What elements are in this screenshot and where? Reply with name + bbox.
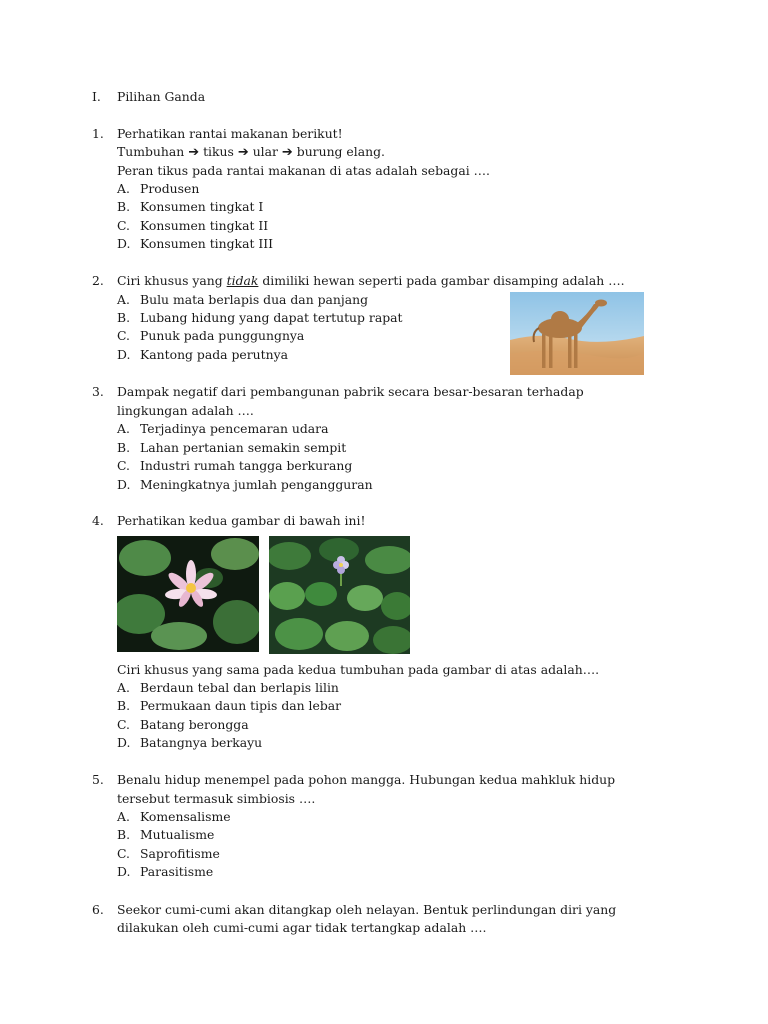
option-text: Parasitisme [140, 864, 214, 879]
q5-prompt: Benalu hidup menempel pada pohon mangga. Hubungan kedua mahkluk hidup [117, 772, 616, 787]
q3-prompt-cont: lingkungan adalah …. [117, 403, 254, 418]
water-lily-image [117, 536, 259, 652]
q5-prompt-cont: tersebut termasuk simbiosis …. [117, 791, 316, 806]
option-text: Lahan pertanian semakin sempit [140, 440, 347, 455]
q3-prompt: Dampak negatif dari pembangunan pabrik secara besar-besaran terhadap [117, 384, 584, 399]
q1-prompt: Perhatikan rantai makanan berikut! [117, 126, 343, 141]
option-text: Batang berongga [140, 717, 249, 732]
q6-prompt-cont: dilakukan oleh cumi-cumi agar tidak tertangkap adalah …. [117, 920, 487, 935]
option-letter: D. [117, 477, 131, 492]
option-letter: D. [117, 864, 131, 879]
q4-prompt: Perhatikan kedua gambar di bawah ini! [117, 513, 366, 528]
option-letter: C. [117, 458, 130, 473]
option-letter: B. [117, 199, 131, 214]
option-letter: C. [117, 218, 130, 233]
option-text: Konsumen tingkat I [140, 199, 264, 214]
option-letter: B. [117, 310, 131, 325]
q4-question: Ciri khusus yang sama pada kedua tumbuhan pada gambar di atas adalah…. [117, 662, 600, 677]
option-letter: B. [117, 698, 131, 713]
option-text: Meningkatnya jumlah pengangguran [140, 477, 373, 492]
option-text: Konsumen tingkat II [140, 218, 269, 233]
option-text: Komensalisme [140, 809, 231, 824]
option-text: Saprofitisme [140, 846, 220, 861]
chain-item: burung elang. [296, 144, 385, 159]
option-letter: B. [117, 827, 131, 842]
option-text: Permukaan daun tipis dan lebar [140, 698, 342, 713]
option-text: Produsen [140, 181, 200, 196]
option-text: Industri rumah tangga berkurang [140, 458, 353, 473]
q6-prompt: Seekor cumi-cumi akan ditangkap oleh nelayan. Bentuk perlindungan diri yang [117, 902, 617, 917]
q6-number: 6. [92, 902, 104, 917]
chain-item: tikus [203, 144, 234, 159]
option-text: Batangnya berkayu [140, 735, 263, 750]
option-letter: A. [117, 292, 130, 307]
option-text: Punuk pada punggungnya [140, 328, 305, 343]
q4-number: 4. [92, 513, 104, 528]
option-letter: C. [117, 717, 130, 732]
option-text: Mutualisme [140, 827, 215, 842]
emphasis-word: tidak [226, 273, 259, 288]
option-letter: D. [117, 735, 131, 750]
option-text: Terjadinya pencemaran udara [140, 421, 329, 436]
q1-question: Peran tikus pada rantai makanan di atas adalah sebagai …. [117, 163, 490, 178]
option-text: Kantong pada perutnya [140, 347, 289, 362]
camel-image [510, 292, 644, 375]
option-letter: C. [117, 846, 130, 861]
arrow-right-icon: ➔ [188, 145, 200, 160]
arrow-right-icon: ➔ [237, 145, 249, 160]
option-letter: A. [117, 181, 130, 196]
option-letter: D. [117, 236, 131, 251]
section-numeral: I. [92, 89, 101, 104]
q2-prompt: Ciri khusus yang tidak dimiliki hewan seperti pada gambar disamping adalah …. [117, 273, 625, 288]
section-title: Pilihan Ganda [117, 89, 206, 104]
q1-number: 1. [92, 126, 104, 141]
option-letter: A. [117, 680, 130, 695]
arrow-right-icon: ➔ [281, 145, 293, 160]
q1-food-chain [117, 144, 385, 161]
chain-item: Tumbuhan [117, 144, 185, 159]
option-letter: D. [117, 347, 131, 362]
option-letter: A. [117, 809, 130, 824]
option-text: Bulu mata berlapis dua dan panjang [140, 292, 369, 307]
chain-item: ular [252, 144, 278, 159]
q5-number: 5. [92, 772, 104, 787]
option-letter: A. [117, 421, 130, 436]
q3-number: 3. [92, 384, 104, 399]
option-letter: B. [117, 440, 131, 455]
water-hyacinth-image [269, 536, 410, 654]
q2-number: 2. [92, 273, 104, 288]
option-text: Konsumen tingkat III [140, 236, 274, 251]
option-text: Berdaun tebal dan berlapis lilin [140, 680, 339, 695]
option-text: Lubang hidung yang dapat tertutup rapat [140, 310, 403, 325]
option-letter: C. [117, 328, 130, 343]
